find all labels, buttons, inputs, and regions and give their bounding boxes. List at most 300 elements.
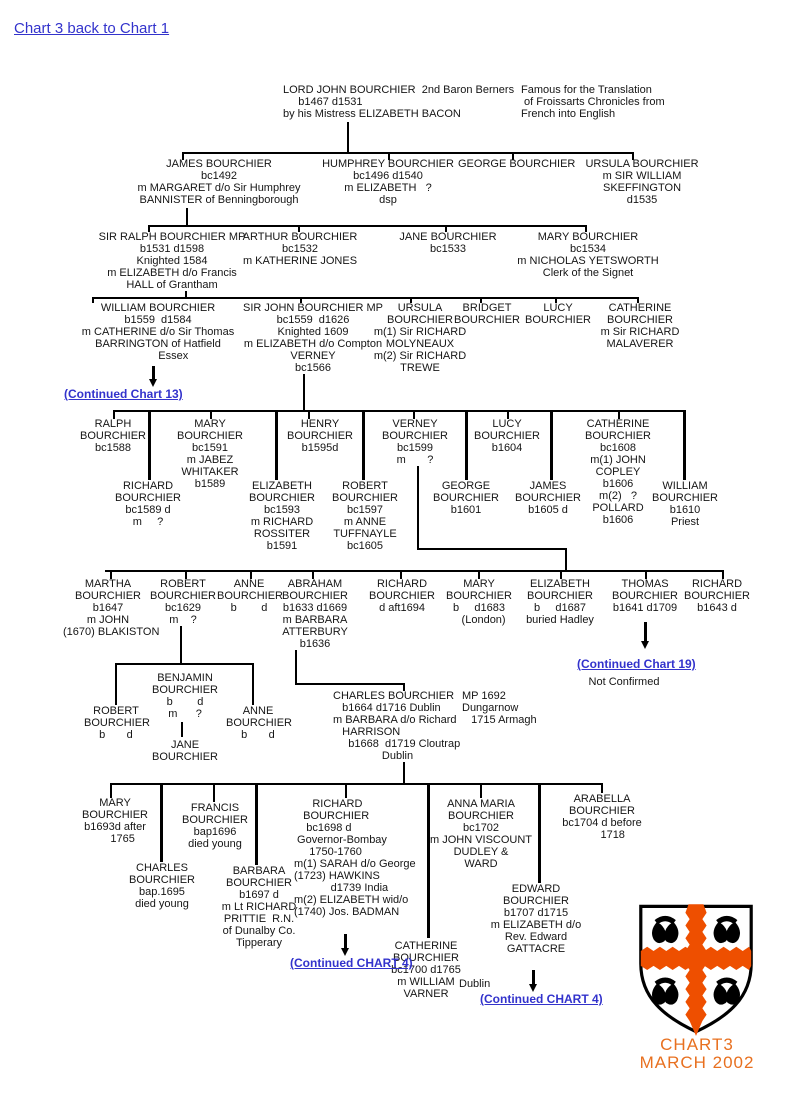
abraham-bourchier-line: BOURCHIER [281, 590, 348, 602]
catherine-bourchier-g5-line: CATHERINE [586, 418, 650, 430]
not-confirmed-note-line: Not Confirmed [588, 676, 660, 688]
descent-line [295, 650, 297, 683]
sir-john-bourchier-line: bc1559 d1626 [276, 314, 350, 326]
charles-bourchier-line: b1668 d1719 Cloutrap [333, 738, 461, 750]
barbara-bourchier-line: m Lt RICHARD [221, 901, 297, 913]
elizabeth-bourchier-g5-line: ELIZABETH [252, 480, 312, 492]
continued-chart-13-link[interactable]: (Continued Chart 13) [64, 387, 183, 401]
james-bourchier-line: bc1492 [200, 170, 238, 182]
ursula-bourchier-g4-line: m(2) Sir RICHARD [373, 350, 467, 362]
elizabeth-bourchier-g6-line: BOURCHIER [526, 590, 593, 602]
charles-bourchier-g8-line: CHARLES [136, 862, 188, 874]
charles-bourchier-line: b1664 d1716 Dublin [333, 702, 441, 714]
richard-bourchier-g6b-line: b1643 d [697, 602, 737, 614]
descent-line [601, 783, 603, 793]
descent-line [180, 626, 182, 663]
james-bourchier-g5-line: b1605 d [528, 504, 568, 516]
descent-line [213, 783, 215, 802]
james-bourchier-line: BANNISTER of Benningborough [139, 194, 299, 206]
richard-bourchier-g8-line: BOURCHIER [294, 810, 370, 822]
mary-bourchier-g6-line: BOURCHIER [445, 590, 512, 602]
catherine-bourchier-g8-line: VARNER [403, 988, 449, 1000]
ralph-bourchier-g5-line: BOURCHIER [79, 430, 146, 442]
richard-bourchier-g6-line: d aft1694 [379, 602, 425, 614]
charles-bourchier-line: HARRISON [333, 726, 401, 738]
richard-bourchier-g8-line: Governor-Bombay [294, 834, 387, 846]
abraham-bourchier-line: b1636 [299, 638, 331, 650]
william-bourchier-g5-line: b1610 [669, 504, 701, 516]
mary-bourchier-g5-line: m JABEZ [186, 454, 234, 466]
node-ursula-bourchier [577, 158, 707, 206]
robert-bourchier-g6-line: ROBERT [160, 578, 206, 590]
ursula-bourchier-line: URSULA BOURCHIER [585, 158, 699, 170]
descent-line [565, 548, 567, 570]
node-james-bourchier-g5 [508, 480, 588, 516]
mary-bourchier-g6-line: b d1683 [453, 602, 505, 614]
anne-bourchier-g6-line: b d [230, 602, 268, 614]
abraham-bourchier-line: ABRAHAM [287, 578, 343, 590]
continued-chart-19-link[interactable]: (Continued Chart 19) [577, 657, 696, 671]
bourchier-arms-shield [632, 900, 760, 1038]
node-robert-bourchier-g5 [325, 480, 405, 552]
john-note-line: of Froissarts Chronicles from [521, 96, 665, 108]
node-edward-bourchier [488, 883, 584, 955]
verney-bourchier-line: bc1599 [396, 442, 434, 454]
sir-john-bourchier-line: m ELIZABETH d/o Compton [243, 338, 383, 350]
edward-bourchier-line: GATTACRE [506, 943, 566, 955]
jane-bourchier-g7-line: BOURCHIER [151, 751, 218, 763]
chart-date-caption: MARCH 2002 [639, 1053, 755, 1072]
james-bourchier-line: JAMES BOURCHIER [166, 158, 272, 170]
henry-bourchier-line: b1595d [301, 442, 339, 454]
node-jane-bourchier [393, 231, 503, 255]
robert-bourchier-g5-line: m ANNE [343, 516, 387, 528]
charles-bourchier-line: m BARBARA d/o Richard [333, 714, 457, 726]
mary-bourchier-g6-line: (London) [452, 614, 506, 626]
descent-line [115, 663, 117, 705]
george-bourchier-g5-line: b1601 [450, 504, 482, 516]
richard-bourchier-g8-line: 1750-1760 [294, 846, 362, 858]
descent-drop-line [362, 410, 365, 480]
martha-bourchier-line: MARTHA [84, 578, 132, 590]
node-dublin-note [459, 978, 504, 990]
sir-ralph-bourchier-line: SIR RALPH BOURCHIER MP [98, 231, 246, 243]
node-richard-bourchier-g5 [108, 480, 188, 528]
william-bourchier-line: m CATHERINE d/o Sir Thomas [81, 326, 235, 338]
elizabeth-bourchier-g6-line: b d1687 [534, 602, 586, 614]
node-william-bourchier [76, 302, 241, 362]
descent-line [181, 722, 183, 737]
henry-bourchier-line: BOURCHIER [286, 430, 353, 442]
mary-bourchier-g5-line: bc1591 [191, 442, 229, 454]
ursula-bourchier-g4-line: TREWE [400, 362, 440, 374]
thomas-bourchier-line: b1641 d1709 [612, 602, 678, 614]
edward-bourchier-line: EDWARD [511, 883, 561, 895]
mary-bourchier-g8-line: 1765 [95, 833, 135, 845]
mary-bourchier-g5-line: b1589 [194, 478, 226, 490]
william-bourchier-line: BARRINGTON of Hatfield [95, 338, 221, 350]
catherine-bourchier-g5-line: m(2) ? [599, 490, 637, 502]
node-lucy-bourchier-g5 [467, 418, 547, 454]
bridget-bourchier-line: BOURCHIER [453, 314, 520, 326]
descent-drop-line [538, 783, 541, 883]
descent-drop-line [255, 783, 258, 865]
lucy-bourchier-g5-line: BOURCHIER [473, 430, 540, 442]
jane-bourchier-line: bc1533 [429, 243, 467, 255]
sibling-bar [113, 410, 683, 412]
arabella-bourchier-line: BOURCHIER [568, 805, 635, 817]
francis-bourchier-line: bap1696 [193, 826, 237, 838]
arthur-bourchier-line: ARTHUR BOURCHIER [242, 231, 358, 243]
john-note-line: Famous for the Translation [521, 84, 652, 96]
robert-bourchier-g7-line: BOURCHIER [84, 717, 151, 729]
anna-maria-bourchier-line: BOURCHIER [447, 810, 514, 822]
elizabeth-bourchier-g5-line: BOURCHIER [248, 492, 315, 504]
charles-bourchier-line: Dublin [333, 750, 414, 762]
ursula-bourchier-g4-line: MOLYNEAUX [385, 338, 455, 350]
node-benjamin-bourchier [145, 672, 225, 720]
richard-bourchier-g8-line: m(2) ELIZABETH wid/o [294, 894, 409, 906]
francis-bourchier-line: BOURCHIER [181, 814, 248, 826]
catherine-bourchier-g5-line: bc1608 [599, 442, 637, 454]
catherine-bourchier-g4-line: BOURCHIER [606, 314, 673, 326]
arabella-bourchier-line: ARABELLA [573, 793, 631, 805]
anne-bourchier-g7-line: BOURCHIER [226, 717, 293, 729]
anne-bourchier-g6-line: BOURCHIER [217, 590, 284, 602]
descent-drop-line [275, 410, 278, 480]
node-verney-bourchier [375, 418, 455, 466]
descent-line [110, 783, 112, 798]
catherine-bourchier-g8-line: bc1700 d1765 [391, 964, 461, 976]
node-robert-bourchier-g7 [84, 705, 151, 741]
node-martha-bourchier [63, 578, 160, 638]
catherine-bourchier-g4-line: CATHERINE [608, 302, 672, 314]
node-mary-bourchier-g8 [75, 797, 155, 845]
lord-john-bourchier-line: LORD JOHN BOURCHIER 2nd Baron Berners [283, 84, 515, 96]
node-jane-bourchier-g7 [145, 739, 225, 763]
jane-bourchier-line: JANE BOURCHIER [399, 231, 497, 243]
richard-bourchier-g8-line: (1740) Jos. BADMAN [294, 906, 400, 918]
catherine-bourchier-g8-line: BOURCHIER [392, 952, 459, 964]
robert-bourchier-g7-line: ROBERT [93, 705, 139, 717]
george-bourchier-g5-line: GEORGE [441, 480, 491, 492]
richard-bourchier-g8-line: bc1698 d [294, 822, 352, 834]
anne-bourchier-g7-line: ANNE [242, 705, 274, 717]
sibling-bar [295, 683, 405, 685]
descent-line [480, 783, 482, 798]
node-barbara-bourchier [211, 865, 307, 949]
lucy-bourchier-g5-line: LUCY [492, 418, 522, 430]
node-anne-bourchier-g7 [226, 705, 293, 741]
mary-bourchier-g3-line: MARY BOURCHIER [537, 231, 639, 243]
lord-john-bourchier-line: by his Mistress ELIZABETH BACON [283, 108, 461, 120]
mary-bourchier-g8-line: BOURCHIER [81, 809, 148, 821]
thomas-bourchier-line: THOMAS [621, 578, 669, 590]
edward-bourchier-line: b1707 d1715 [503, 907, 569, 919]
barbara-bourchier-line: BARBARA [232, 865, 286, 877]
benjamin-bourchier-line: b d [166, 696, 204, 708]
node-anna-maria-bourchier [427, 798, 535, 870]
catherine-bourchier-g8-line: m WILLIAM [397, 976, 455, 988]
lord-john-bourchier-line: b1467 d1531 [283, 96, 363, 108]
lucy-bourchier-g5-line: b1604 [491, 442, 523, 454]
richard-bourchier-g8-line: d1739 India [294, 882, 389, 894]
descent-line [303, 374, 305, 410]
james-bourchier-g5-line: JAMES [529, 480, 567, 492]
down-arrow [341, 934, 350, 956]
abraham-bourchier-line: m BARBARA [282, 614, 348, 626]
william-bourchier-g5-line: WILLIAM [662, 480, 708, 492]
richard-bourchier-g8-line: m(1) SARAH d/o George [294, 858, 416, 870]
node-elizabeth-bourchier-g6 [517, 578, 603, 626]
john-note-line: French into English [521, 108, 616, 120]
node-sir-john-bourchier [233, 302, 393, 374]
mary-bourchier-g8-line: MARY [99, 797, 131, 809]
node-abraham-bourchier [275, 578, 355, 650]
sir-john-bourchier-line: Knighted 1609 [277, 326, 349, 338]
robert-bourchier-g5-line: bc1597 [346, 504, 384, 516]
arthur-bourchier-line: m KATHERINE JONES [242, 255, 358, 267]
back-to-chart-1-link[interactable]: Chart 3 back to Chart 1 [14, 20, 170, 37]
robert-bourchier-g6-line: m ? [169, 614, 197, 626]
richard-bourchier-g5-line: RICHARD [122, 480, 174, 492]
lucy-bourchier-g4-line: LUCY [543, 302, 573, 314]
node-charles-bourchier [333, 690, 468, 762]
mary-bourchier-g3-line: bc1534 [569, 243, 607, 255]
mary-bourchier-g5-line: MARY [194, 418, 226, 430]
anne-bourchier-g7-line: b d [241, 729, 275, 741]
charles-bourchier-line: CHARLES BOURCHIER [333, 690, 455, 702]
sir-ralph-bourchier-line: Knighted 1584 [136, 255, 208, 267]
martha-bourchier-line: b1647 [92, 602, 124, 614]
barbara-bourchier-line: PRITTIE R.N. [223, 913, 295, 925]
sir-ralph-bourchier-line: m ELIZABETH d/o Francis [107, 267, 237, 279]
node-william-bourchier-g5 [645, 480, 725, 528]
lucy-bourchier-g4-line: BOURCHIER [524, 314, 591, 326]
node-catherine-bourchier-g8 [386, 940, 466, 1000]
node-george-bourchier-g5 [426, 480, 506, 516]
arabella-bourchier-line: bc1704 d before [562, 817, 642, 829]
james-bourchier-line: m MARGARET d/o Sir Humphrey [137, 182, 301, 194]
ralph-bourchier-g5-line: RALPH [94, 418, 132, 430]
edward-bourchier-line: Rev. Edward [504, 931, 568, 943]
sibling-bar [182, 152, 632, 154]
ursula-bourchier-line: SKEFFINGTON [602, 182, 682, 194]
edward-bourchier-line: BOURCHIER [502, 895, 569, 907]
node-thomas-bourchier [605, 578, 685, 614]
robert-bourchier-g6-line: BOURCHIER [149, 590, 216, 602]
verney-bourchier-line: VERNEY [392, 418, 438, 430]
mary-bourchier-g3-line: m NICHOLAS YETSWORTH [517, 255, 659, 267]
verney-bourchier-line: m ? [396, 454, 434, 466]
richard-bourchier-g5-line: BOURCHIER [114, 492, 181, 504]
thomas-bourchier-line: BOURCHIER [611, 590, 678, 602]
catherine-bourchier-g4-line: m Sir RICHARD [600, 326, 680, 338]
richard-bourchier-g5-line: m ? [132, 516, 164, 528]
node-charles-note [462, 690, 557, 726]
catherine-bourchier-g5-line: b1606 [602, 514, 634, 526]
barbara-bourchier-line: Tipperary [235, 937, 283, 949]
node-lucy-bourchier-g4 [518, 302, 598, 326]
william-bourchier-g5-line: Priest [670, 516, 700, 528]
node-lord-john-bourchier [283, 84, 523, 120]
node-humphrey-bourchier [313, 158, 463, 206]
robert-bourchier-g6-line: bc1629 [164, 602, 202, 614]
catherine-bourchier-g5-line: b1606 [602, 478, 634, 490]
george-bourchier-g5-line: BOURCHIER [432, 492, 499, 504]
elizabeth-bourchier-g5-line: bc1593 [263, 504, 301, 516]
continued-chart-4-edward-link[interactable]: (Continued CHART 4) [480, 992, 603, 1006]
arthur-bourchier-line: bc1532 [281, 243, 319, 255]
node-mary-bourchier-g3 [508, 231, 668, 279]
anna-maria-bourchier-line: WARD [464, 858, 498, 870]
node-james-bourchier [124, 158, 314, 206]
descent-drop-line [683, 410, 686, 480]
robert-bourchier-g7-line: b d [99, 729, 133, 741]
benjamin-bourchier-line: m ? [168, 708, 202, 720]
node-henry-bourchier [280, 418, 360, 454]
anne-bourchier-g6-line: ANNE [233, 578, 265, 590]
francis-bourchier-line: died young [188, 838, 242, 850]
elizabeth-bourchier-g5-line: m RICHARD [250, 516, 314, 528]
catherine-bourchier-g5-line: BOURCHIER [584, 430, 651, 442]
charles-bourchier-g8-line: BOURCHIER [128, 874, 195, 886]
charles-note-line: 1715 Armagh [462, 714, 537, 726]
ursula-bourchier-line: d1535 [626, 194, 658, 206]
martha-bourchier-line: m JOHN [86, 614, 130, 626]
richard-bourchier-g8-line: (1723) HAWKINS [294, 870, 380, 882]
descent-line [403, 762, 405, 783]
william-bourchier-line: Essex [127, 350, 189, 362]
anna-maria-bourchier-line: DUDLEY & [453, 846, 509, 858]
node-bridget-bourchier [447, 302, 527, 326]
robert-bourchier-g5-line: bc1605 [346, 540, 384, 552]
node-charles-bourchier-g8 [124, 862, 200, 910]
node-george-bourchier [458, 158, 578, 170]
sibling-bar [110, 783, 601, 785]
richard-bourchier-g6-line: BOURCHIER [368, 590, 435, 602]
descent-drop-line [160, 783, 163, 862]
robert-bourchier-g5-line: TUFFNAYLE [333, 528, 397, 540]
down-arrow [529, 970, 538, 992]
charles-bourchier-g8-line: bap.1695 [139, 886, 185, 898]
abraham-bourchier-line: b1633 d1669 [282, 602, 348, 614]
humphrey-bourchier-line: m ELIZABETH ? [344, 182, 432, 194]
dublin-note-line: Dublin [459, 978, 491, 990]
sir-ralph-bourchier-line: b1531 d1598 [139, 243, 205, 255]
sir-ralph-bourchier-line: HALL of Grantham [126, 279, 218, 291]
barbara-bourchier-line: b1697 d [239, 889, 279, 901]
james-bourchier-g5-line: BOURCHIER [514, 492, 581, 504]
descent-line [186, 208, 188, 225]
charles-note-line: Dungarnow [462, 702, 519, 714]
node-francis-bourchier [177, 802, 253, 850]
barbara-bourchier-line: of Dunalby Co. [222, 925, 296, 937]
humphrey-bourchier-line: dsp [379, 194, 397, 206]
sir-john-bourchier-line: VERNEY [290, 350, 336, 362]
benjamin-bourchier-line: BOURCHIER [151, 684, 218, 696]
richard-bourchier-g6b-line: BOURCHIER [683, 590, 750, 602]
descent-line [185, 291, 187, 297]
node-catherine-bourchier-g4 [595, 302, 685, 350]
ursula-bourchier-g4-line: BOURCHIER [386, 314, 453, 326]
richard-bourchier-g6b-line: RICHARD [691, 578, 743, 590]
down-arrow [149, 366, 158, 387]
abraham-bourchier-line: ATTERBURY [282, 626, 348, 638]
henry-bourchier-line: HENRY [300, 418, 340, 430]
martha-bourchier-line: (1670) BLAKISTON [63, 626, 160, 638]
node-john-note [521, 84, 671, 120]
william-bourchier-g5-line: BOURCHIER [651, 492, 718, 504]
node-not-confirmed-note [574, 676, 674, 688]
continued-chart-4-richard-link[interactable]: (Continued CHART 4) [290, 956, 413, 970]
george-bourchier-line: GEORGE BOURCHIER [458, 158, 576, 170]
descent-line [417, 466, 419, 548]
richard-bourchier-g5-line: bc1589 d [125, 504, 171, 516]
richard-bourchier-g8-line: RICHARD [294, 798, 363, 810]
mary-bourchier-g6-line: MARY [463, 578, 495, 590]
elizabeth-bourchier-g6-line: ELIZABETH [530, 578, 590, 590]
elizabeth-bourchier-g5-line: b1591 [266, 540, 298, 552]
descent-line [347, 122, 349, 152]
ralph-bourchier-g5-line: bc1588 [94, 442, 132, 454]
anna-maria-bourchier-line: ANNA MARIA [447, 798, 515, 810]
chart-number-caption: CHART3 [660, 1035, 734, 1054]
benjamin-bourchier-line: BENJAMIN [157, 672, 213, 684]
node-robert-bourchier-g6 [148, 578, 218, 626]
node-arthur-bourchier [230, 231, 370, 267]
elizabeth-bourchier-g6-line: buried Hadley [526, 614, 594, 626]
ursula-bourchier-g4-line: URSULA [397, 302, 443, 314]
martha-bourchier-line: BOURCHIER [74, 590, 141, 602]
mary-bourchier-g3-line: Clerk of the Signet [542, 267, 634, 279]
william-bourchier-line: b1559 d1584 [124, 314, 192, 326]
sibling-bar [115, 663, 252, 665]
richard-bourchier-g6-line: RICHARD [376, 578, 428, 590]
edward-bourchier-line: m ELIZABETH d/o [490, 919, 582, 931]
descent-line [252, 663, 254, 705]
descent-line [345, 783, 347, 798]
catherine-bourchier-g5-line: m(1) JOHN [590, 454, 646, 466]
catherine-bourchier-g5-line: COPLEY [595, 466, 641, 478]
ursula-bourchier-line: m SIR WILLIAM [602, 170, 682, 182]
william-bourchier-line: WILLIAM BOURCHIER [100, 302, 216, 314]
charles-bourchier-g8-line: died young [135, 898, 189, 910]
arabella-bourchier-line: 1718 [579, 829, 625, 841]
robert-bourchier-g5-line: ROBERT [342, 480, 388, 492]
humphrey-bourchier-line: bc1496 d1540 [353, 170, 423, 182]
node-richard-bourchier-g6 [362, 578, 442, 614]
sir-john-bourchier-line: bc1566 [294, 362, 332, 374]
node-mary-bourchier-g6 [441, 578, 517, 626]
mary-bourchier-g5-line: WHITAKER [181, 466, 239, 478]
mary-bourchier-g8-line: b1693d after [84, 821, 146, 833]
robert-bourchier-g5-line: BOURCHIER [331, 492, 398, 504]
node-richard-bourchier-g8 [294, 798, 419, 918]
catherine-bourchier-g5-line: POLLARD [592, 502, 644, 514]
sibling-bar [417, 548, 567, 550]
barbara-bourchier-line: BOURCHIER [225, 877, 292, 889]
mary-bourchier-g5-line: BOURCHIER [176, 430, 243, 442]
humphrey-bourchier-line: HUMPHREY BOURCHIER [322, 158, 454, 170]
francis-bourchier-line: FRANCIS [190, 802, 240, 814]
sibling-bar [105, 570, 722, 572]
sir-john-bourchier-line: SIR JOHN BOURCHIER MP [243, 302, 383, 314]
anna-maria-bourchier-line: m JOHN VISCOUNT [429, 834, 533, 846]
ursula-bourchier-g4-line: m(1) Sir RICHARD [373, 326, 467, 338]
sibling-bar [148, 225, 585, 227]
charles-note-line: MP 1692 [462, 690, 506, 702]
